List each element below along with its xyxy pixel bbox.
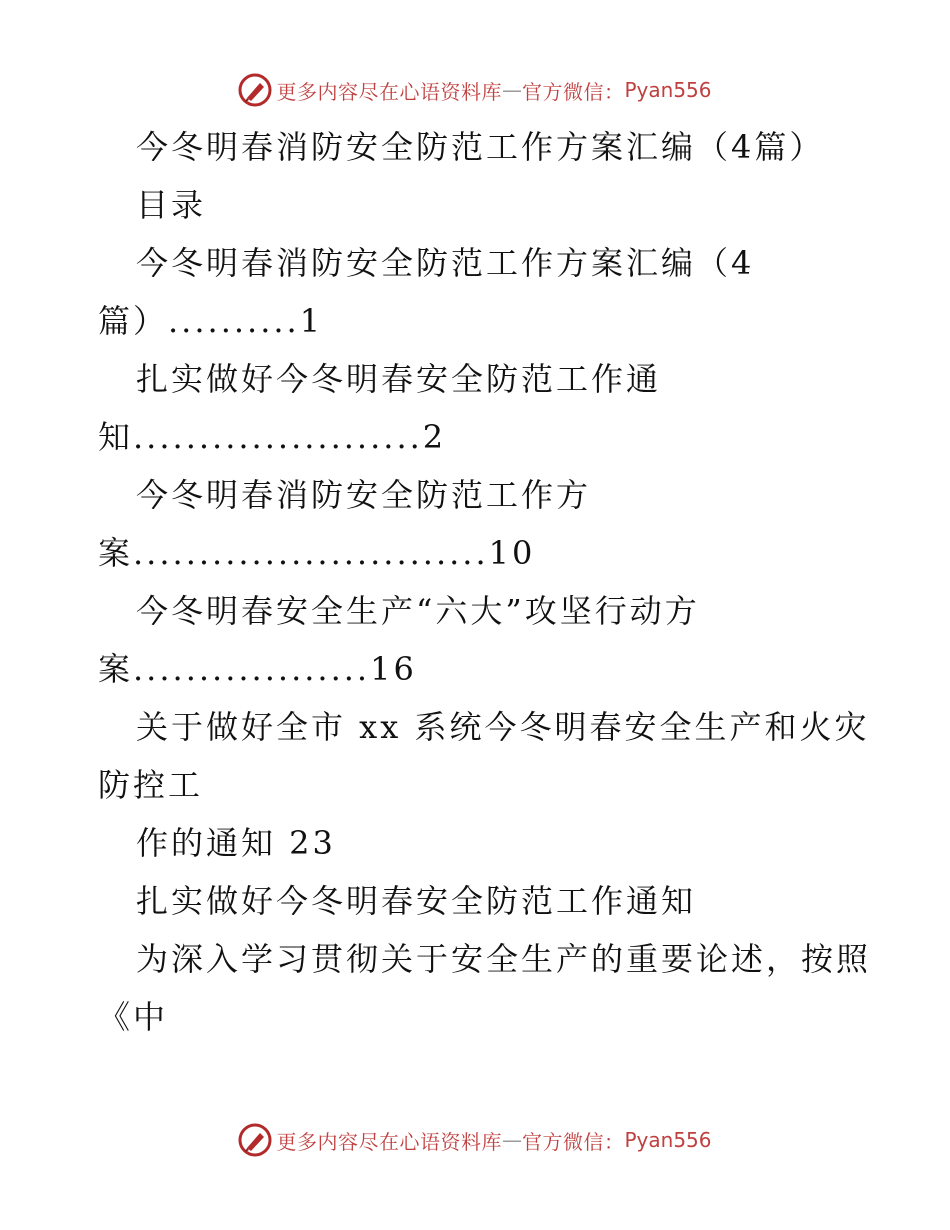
footer-banner <box>0 1120 950 1160</box>
toc-entry-3-line-2: 案...........................10 <box>98 534 536 572</box>
toc-entry-4-line-1: 今冬明春安全生产“六大”攻坚行动方 <box>136 592 700 630</box>
pen-logo-icon <box>238 1123 272 1157</box>
paragraph-line-2: 《中 <box>98 998 169 1036</box>
toc-entry-2-line-2: 知......................2 <box>98 418 447 456</box>
footer-separator: — <box>501 1128 522 1152</box>
toc-entry-4-line-2: 案..................16 <box>98 650 417 688</box>
doc-title: 今冬明春消防安全防范工作方案汇编（4篇） <box>136 128 825 166</box>
toc-entry-1-line-1: 今冬明春消防安全防范工作方案汇编（4 <box>136 244 755 282</box>
document-body <box>98 118 898 1046</box>
toc-entry-5-line-3: 作的通知 23 <box>136 824 336 862</box>
header-banner <box>0 70 950 110</box>
header-separator: — <box>501 78 522 102</box>
pen-logo-icon <box>238 73 272 107</box>
paragraph-line-1: 为深入学习贯彻关于安全生产的重要论述，按照 <box>136 940 872 978</box>
header-wechat-id: Pyan556 <box>624 78 712 102</box>
header-wechat-label: 官方微信： <box>521 79 625 104</box>
section-heading: 扎实做好今冬明春安全防范工作通知 <box>136 882 697 920</box>
toc-entry-5-line-2: 防控工 <box>98 766 204 804</box>
header-brand-text: 更多内容尽在心语资料库 <box>276 79 502 104</box>
toc-entry-2-line-1: 扎实做好今冬明春安全防范工作通 <box>136 360 662 398</box>
toc-entry-1-line-2: 篇）..........1 <box>98 302 324 340</box>
footer-wechat-label: 官方微信： <box>521 1129 625 1154</box>
toc-entry-3-line-1: 今冬明春消防安全防范工作方 <box>136 476 592 514</box>
toc-entry-5-line-1: 关于做好全市 xx 系统今冬明春安全生产和火灾 <box>136 708 870 746</box>
footer-wechat-id: Pyan556 <box>624 1128 712 1152</box>
footer-brand-text: 更多内容尽在心语资料库 <box>276 1129 502 1154</box>
toc-heading: 目录 <box>136 186 207 224</box>
